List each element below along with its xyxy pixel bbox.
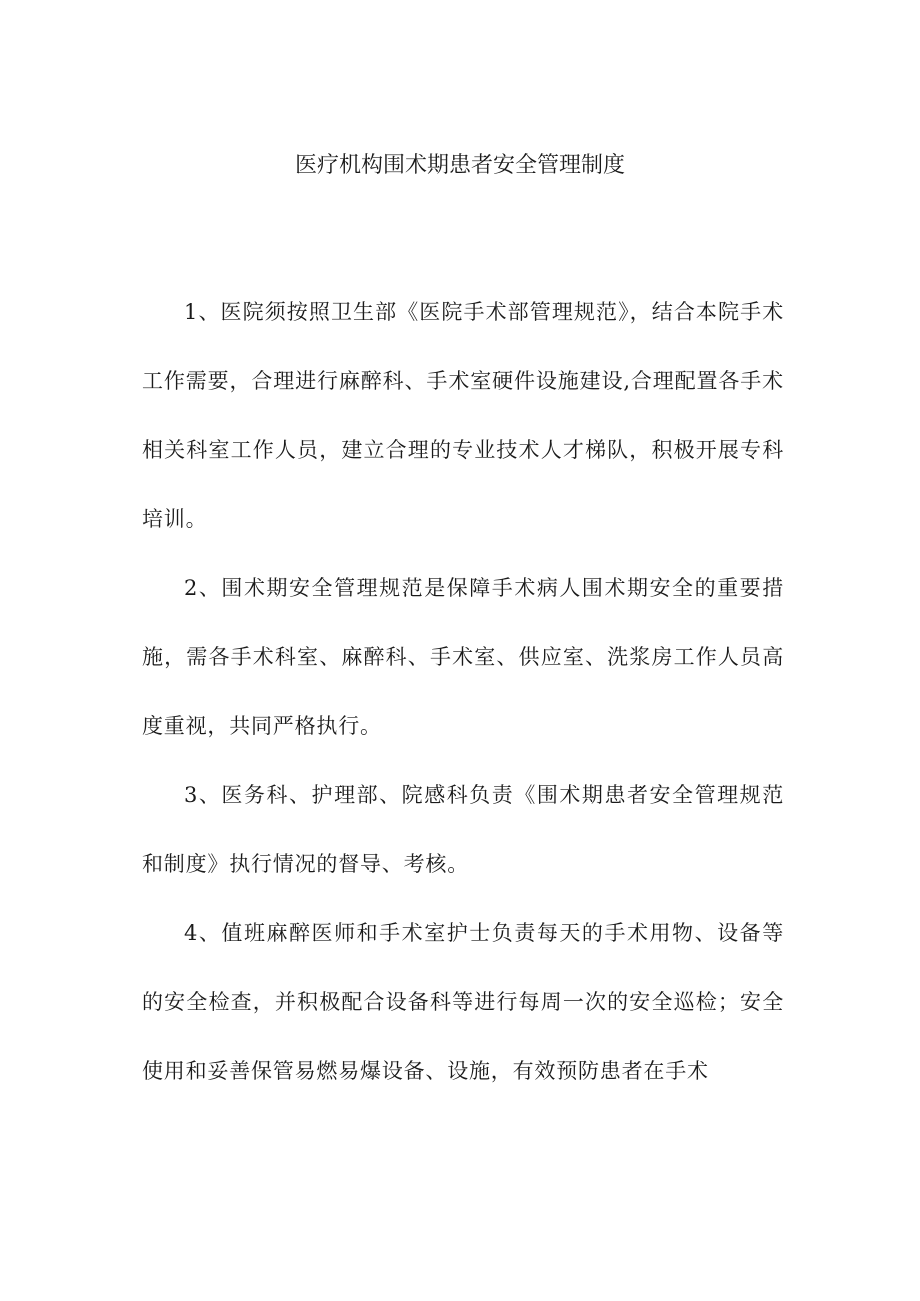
paragraph-1: 1、医院须按照卫生部《医院手术部管理规范》，结合本院手术工作需要，合理进行麻醉科、手术室硬件设施建设,合理配置各手术相关科室工作人员，建立合理的专业技术人才梯队，积极开展专科培训。 <box>142 300 784 531</box>
paragraph-4: 4、值班麻醉医师和手术室护士负责每天的手术用物、设备等的安全检查，并积极配合设备科等进行每周一次的安全巡检；安全使用和妥善保管易燃易爆设备、设施，有效预防患者在手术 <box>142 921 784 1083</box>
paragraph-3: 3、医务科、护理部、院感科负责《围术期患者安全管理规范和制度》执行情况的督导、考核。 <box>142 783 784 876</box>
document-title: 医疗机构围术期患者安全管理制度 <box>294 153 625 178</box>
paragraph-2: 2、围术期安全管理规范是保障手术病人围术期安全的重要措施，需各手术科室、麻醉科、手术室、供应室、洗浆房工作人员高度重视，共同严格执行。 <box>142 576 784 738</box>
document-body <box>142 278 784 1106</box>
